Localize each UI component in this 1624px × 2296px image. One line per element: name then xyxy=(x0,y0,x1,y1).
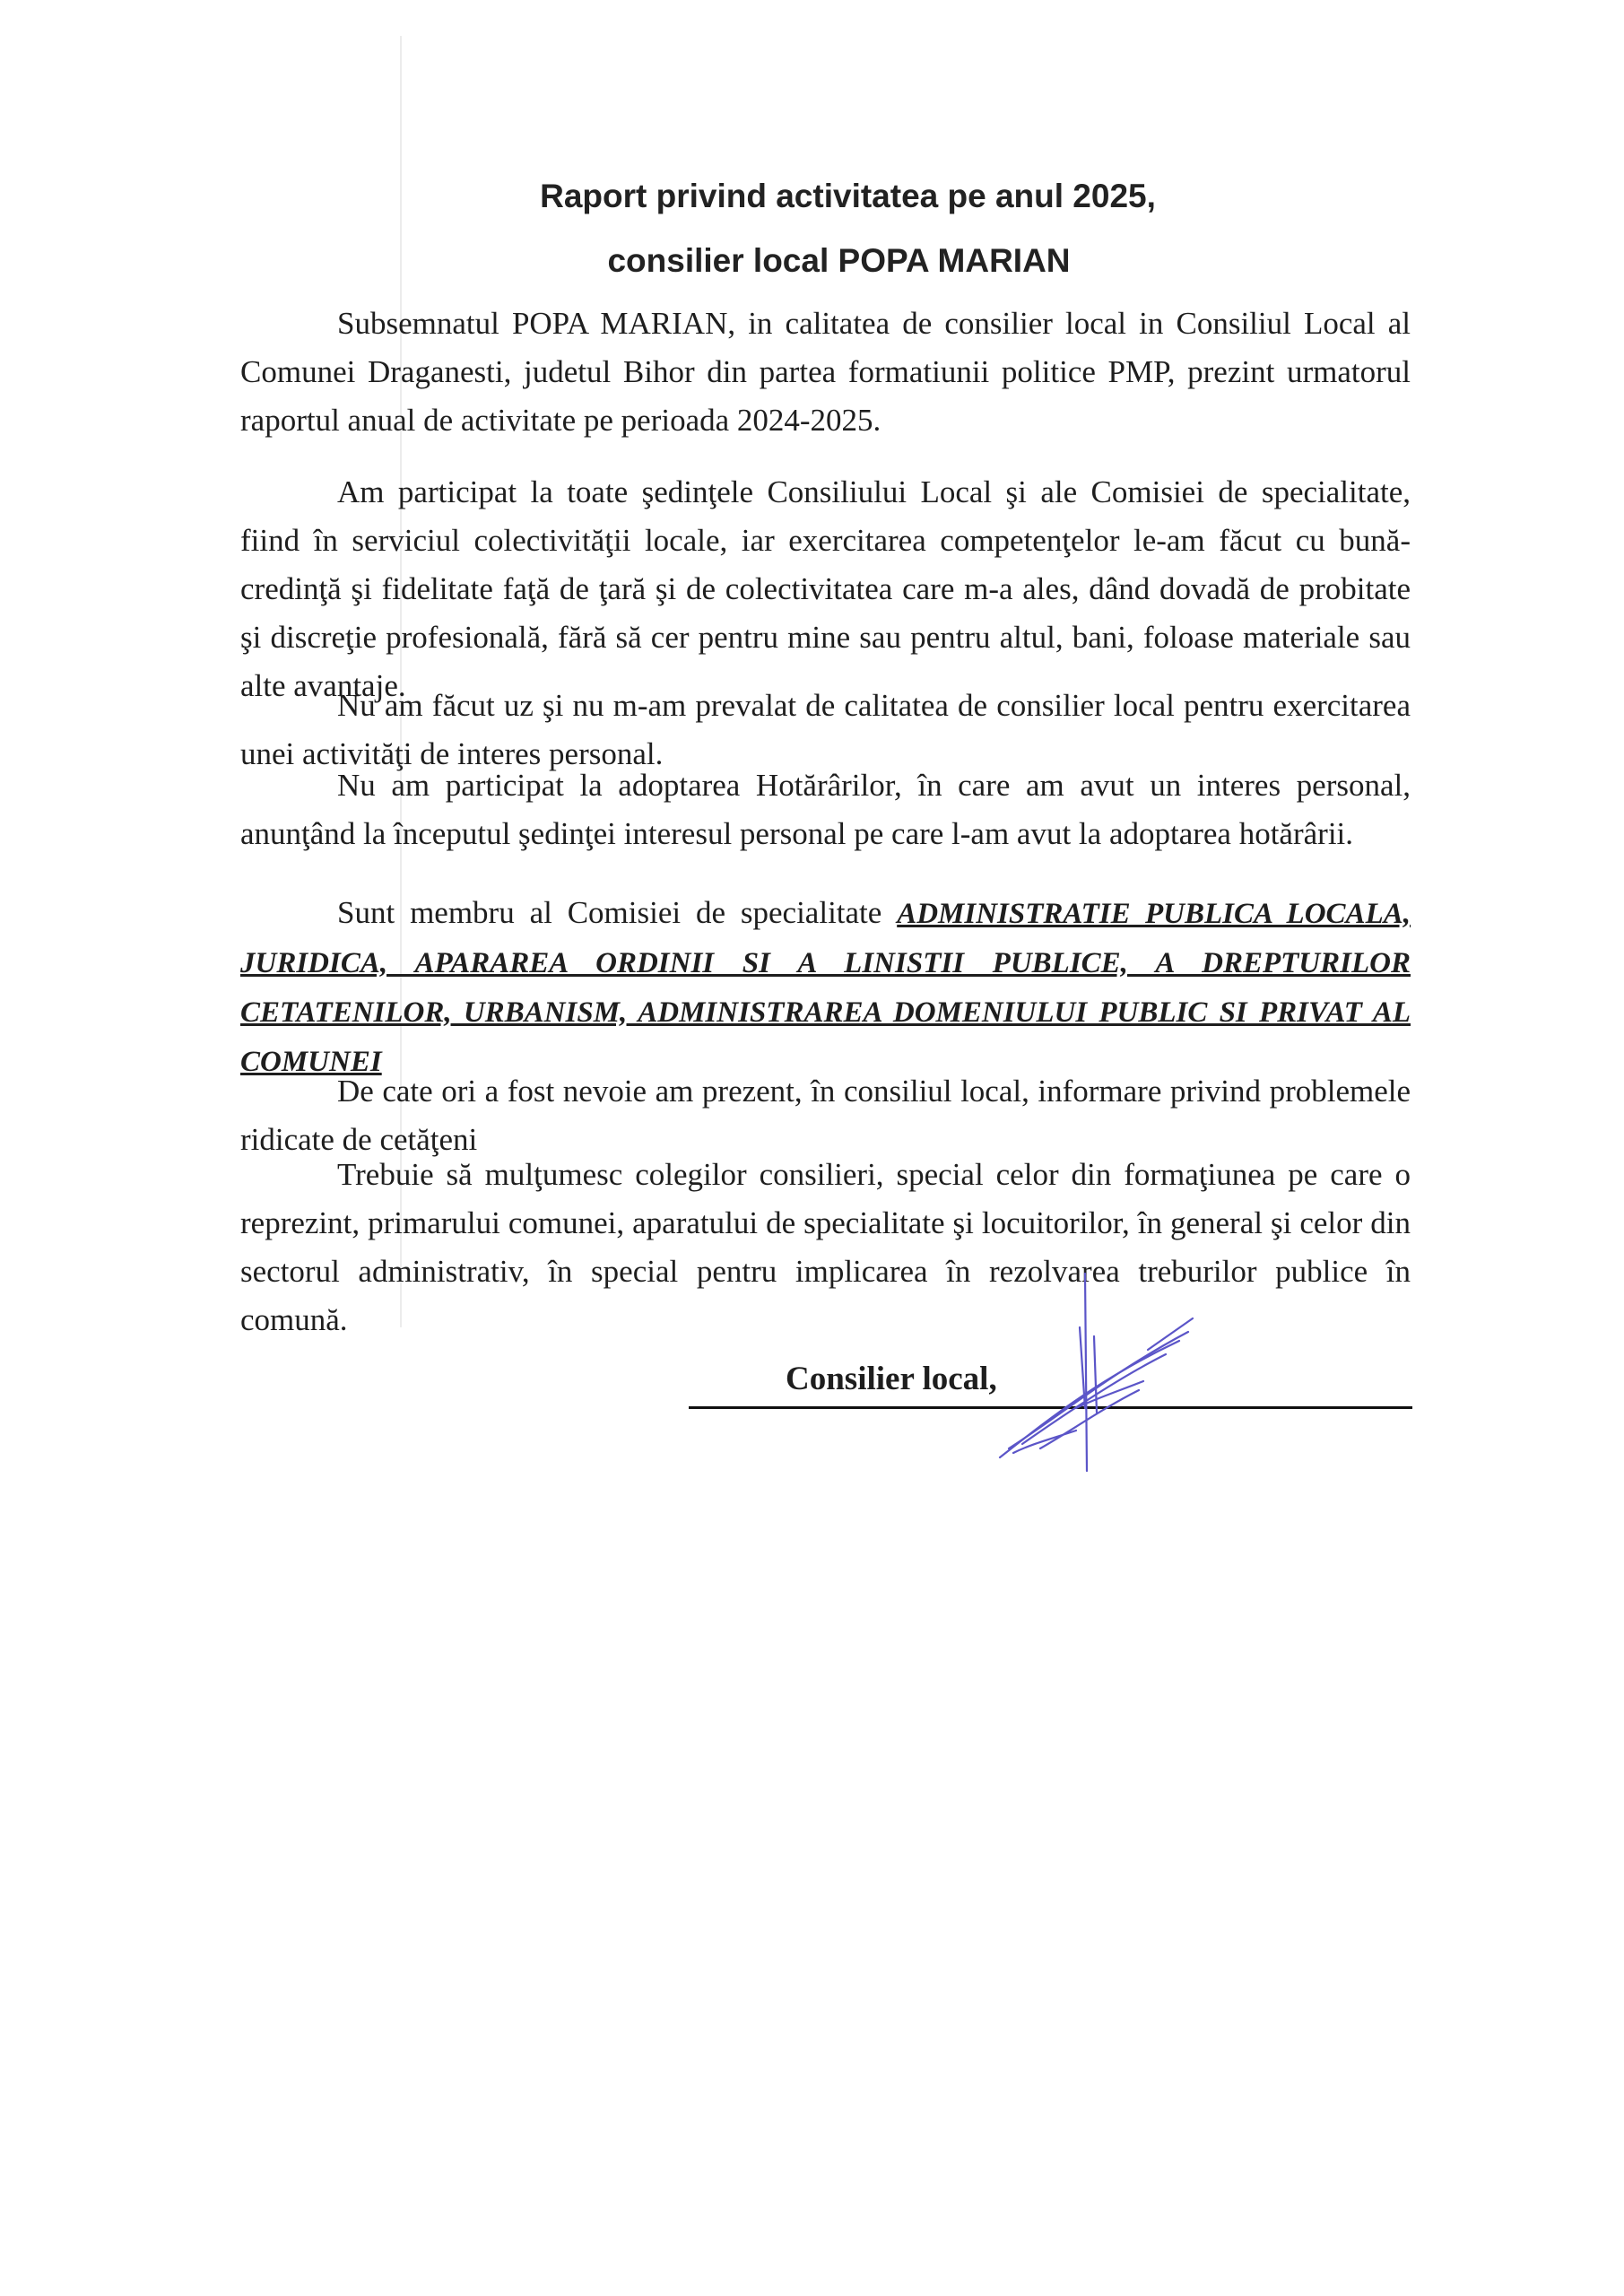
paragraph-informing: De cate ori a fost nevoie am prezent, în consiliul local, informare privind problemele ridicate de cetăţeni xyxy=(240,1074,1411,1157)
handwritten-signature xyxy=(986,1265,1202,1480)
paragraph-thanks: Trebuie să mulţumesc colegilor consilieri, special celor din formaţiunea pe care o reprezint, primarului comunei, aparatului de specialitate şi locuitorilor, în general şi celor din sectorul administrativ, în special pentru implicarea în rezolvarea treburilor publice în comună. xyxy=(240,1157,1411,1337)
paragraph-no-personal-use: Nu am făcut uz şi nu m-am prevalat de calitatea de consilier local pentru exercitarea unei activităţi de interes personal. xyxy=(240,688,1411,771)
paragraph-conflict-of-interest: Nu am participat la adoptarea Hotărârilor, în care am avut un interes personal, anunţând la începutul şedinţei interesul personal pe care l-am avut la adoptarea hotărârii. xyxy=(240,768,1411,851)
commission-name: ADMINISTRATIE PUBLICA LOCALA, JURIDICA, APARAREA ORDINII SI A LINISTII PUBLICE, A DREPTURILOR CETATENILOR, URBANISM, ADMINISTRAREA DOMENIULUI PUBLIC SI PRIVAT AL COMUNEI xyxy=(240,898,1411,1078)
paragraph-commission xyxy=(240,889,1411,1086)
signature-label: Consilier local, xyxy=(786,1361,997,1397)
paragraph-intro: Subsemnatul POPA MARIAN, in calitatea de consilier local in Consiliul Local al Comunei Draganesti, judetul Bihor din partea formatiunii politice PMP, prezint urmatorul raportul anual de activitate pe perioada 2024-2025. xyxy=(240,306,1411,438)
paragraph-participation: Am participat la toate şedinţele Consiliului Local şi ale Comisiei de specialitate, fiind în serviciul colectivităţii locale, iar exercitarea competenţelor le-am făcut cu bună-credinţă şi fidelitate faţă de ţară şi de colectivitatea care m-a ales, dând dovadă de probitate şi discreţie profesională, fără să cer pentru mine sau pentru altul, bani, foloase materiale sau alte avantaje. xyxy=(240,474,1411,703)
report-title: Raport privind activitatea pe anul 2025, xyxy=(540,178,1156,214)
commission-intro: Sunt membru al Comisiei de specialitate xyxy=(337,895,898,930)
report-subtitle: consilier local POPA MARIAN xyxy=(607,242,1071,279)
